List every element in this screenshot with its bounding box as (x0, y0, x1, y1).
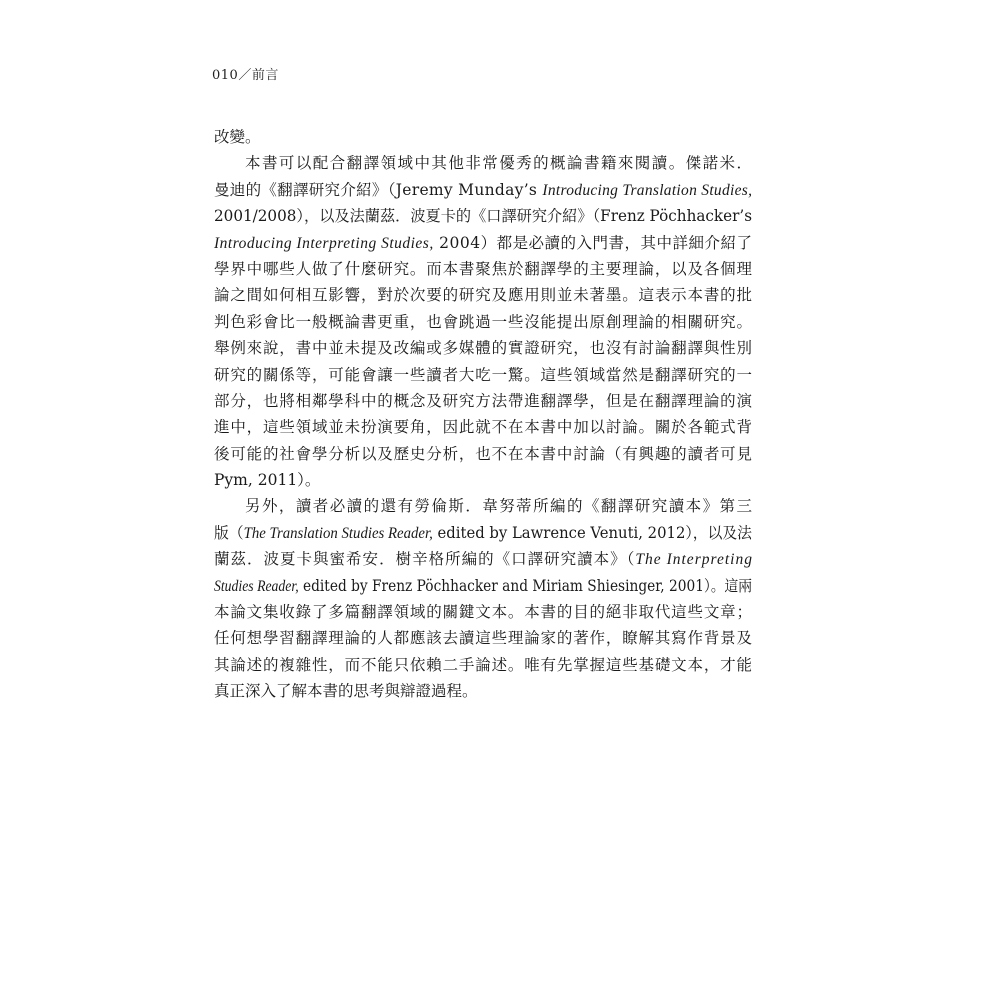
italic-title: Introducing Translation Studies, (542, 181, 753, 199)
text-line (214, 124, 752, 150)
text-segment: 曼迪的《翻譯研究介紹》（Jeremy Munday’s (214, 180, 543, 199)
italic-title: The Translation Studies Reader, (243, 524, 433, 542)
text-line (214, 203, 752, 229)
text-segment: 任何想學習翻譯理論的人都應該去讀這些理論家的著作，瞭解其寫作背景及 (214, 629, 753, 648)
text-line (214, 520, 752, 546)
text-segment: 舉例來說，書中並未提及改編或多媒體的實證研究，也沒有討論翻譯與性別 (214, 339, 753, 358)
text-line (214, 388, 752, 414)
paragraph (214, 493, 752, 704)
text-segment: 蘭茲．波夏卡與蜜希安．樹辛格所編的《口譯研究讀本》（ (214, 550, 636, 569)
text-segment: 本論文集收錄了多篇翻譯領域的關鍵文本。本書的目的絕非取代這些文章； (214, 603, 753, 622)
body-text (214, 124, 752, 705)
text-line (214, 335, 752, 361)
italic-title: The Interpreting (635, 551, 753, 569)
text-segment: 2004）都是必讀的入門書，其中詳細介紹了 (433, 233, 753, 252)
text-line (214, 309, 752, 335)
text-segment: 後可能的社會學分析以及歷史分析，也不在本書中討論（有興趣的讀者可見 (214, 444, 753, 463)
text-segment: 判色彩會比一般概論書更重，也會跳過一些沒能提出原創理論的相關研究。 (214, 312, 753, 331)
paragraph (214, 150, 752, 493)
paragraph (214, 124, 752, 150)
text-segment: edited by Lawrence Venuti, 2012），以及法 (432, 523, 752, 542)
text-line (214, 573, 752, 599)
text-line (214, 230, 752, 256)
text-line (214, 256, 752, 282)
text-line (214, 282, 752, 308)
text-segment: 改變。 (214, 128, 261, 146)
text-segment: 本書可以配合翻譯領域中其他非常優秀的概論書籍來閱讀。傑諾米． (245, 154, 754, 173)
text-line (214, 625, 752, 651)
italic-title: Studies Reader, (214, 577, 299, 595)
text-segment: 學界中哪些人做了什麼研究。而本書聚焦於翻譯學的主要理論，以及各個理 (214, 259, 753, 278)
text-segment: 進中，這些領域並未扮演要角，因此就不在本書中加以討論。關於各範式背 (214, 418, 753, 437)
italic-title: Introducing Interpreting Studies, (214, 234, 434, 252)
text-line (214, 414, 752, 440)
text-segment: Pym, 2011）。 (214, 471, 321, 490)
text-line (214, 493, 752, 519)
text-line (214, 678, 752, 704)
text-line (214, 546, 752, 572)
text-segment: edited by Frenz Pöchhacker and Miriam Shiesinger, 2001）。這兩 (298, 576, 752, 595)
text-segment: 版（ (214, 523, 244, 542)
text-line (214, 599, 752, 625)
text-line (214, 441, 752, 467)
text-segment: 真正深入了解本書的思考與辯證過程。 (214, 682, 478, 701)
text-segment: 研究的關係等，可能會讓一些讀者大吃一驚。這些領域當然是翻譯研究的一 (214, 365, 753, 384)
text-line (214, 177, 752, 203)
text-segment: 部分，也將相鄰學科中的概念及研究方法帶進翻譯學，但是在翻譯理論的演 (214, 391, 753, 410)
text-line (214, 362, 752, 388)
text-line (214, 467, 752, 493)
text-segment: 其論述的複雜性，而不能只依賴二手論述。唯有先掌握這些基礎文本，才能 (214, 655, 753, 674)
text-segment: 2001/2008），以及法蘭茲．波夏卡的《口譯研究介紹》（Frenz Pöchhacker’s (214, 207, 752, 226)
text-segment: 另外，讀者必讀的還有勞倫斯．韋努蒂所編的《翻譯研究讀本》第三 (245, 497, 754, 516)
text-line (214, 150, 752, 176)
text-line (214, 652, 752, 678)
text-segment: 論之間如何相互影響，對於次要的研究及應用則並未著墨。這表示本書的批 (214, 286, 753, 305)
running-head: 010／前言 (212, 68, 279, 83)
